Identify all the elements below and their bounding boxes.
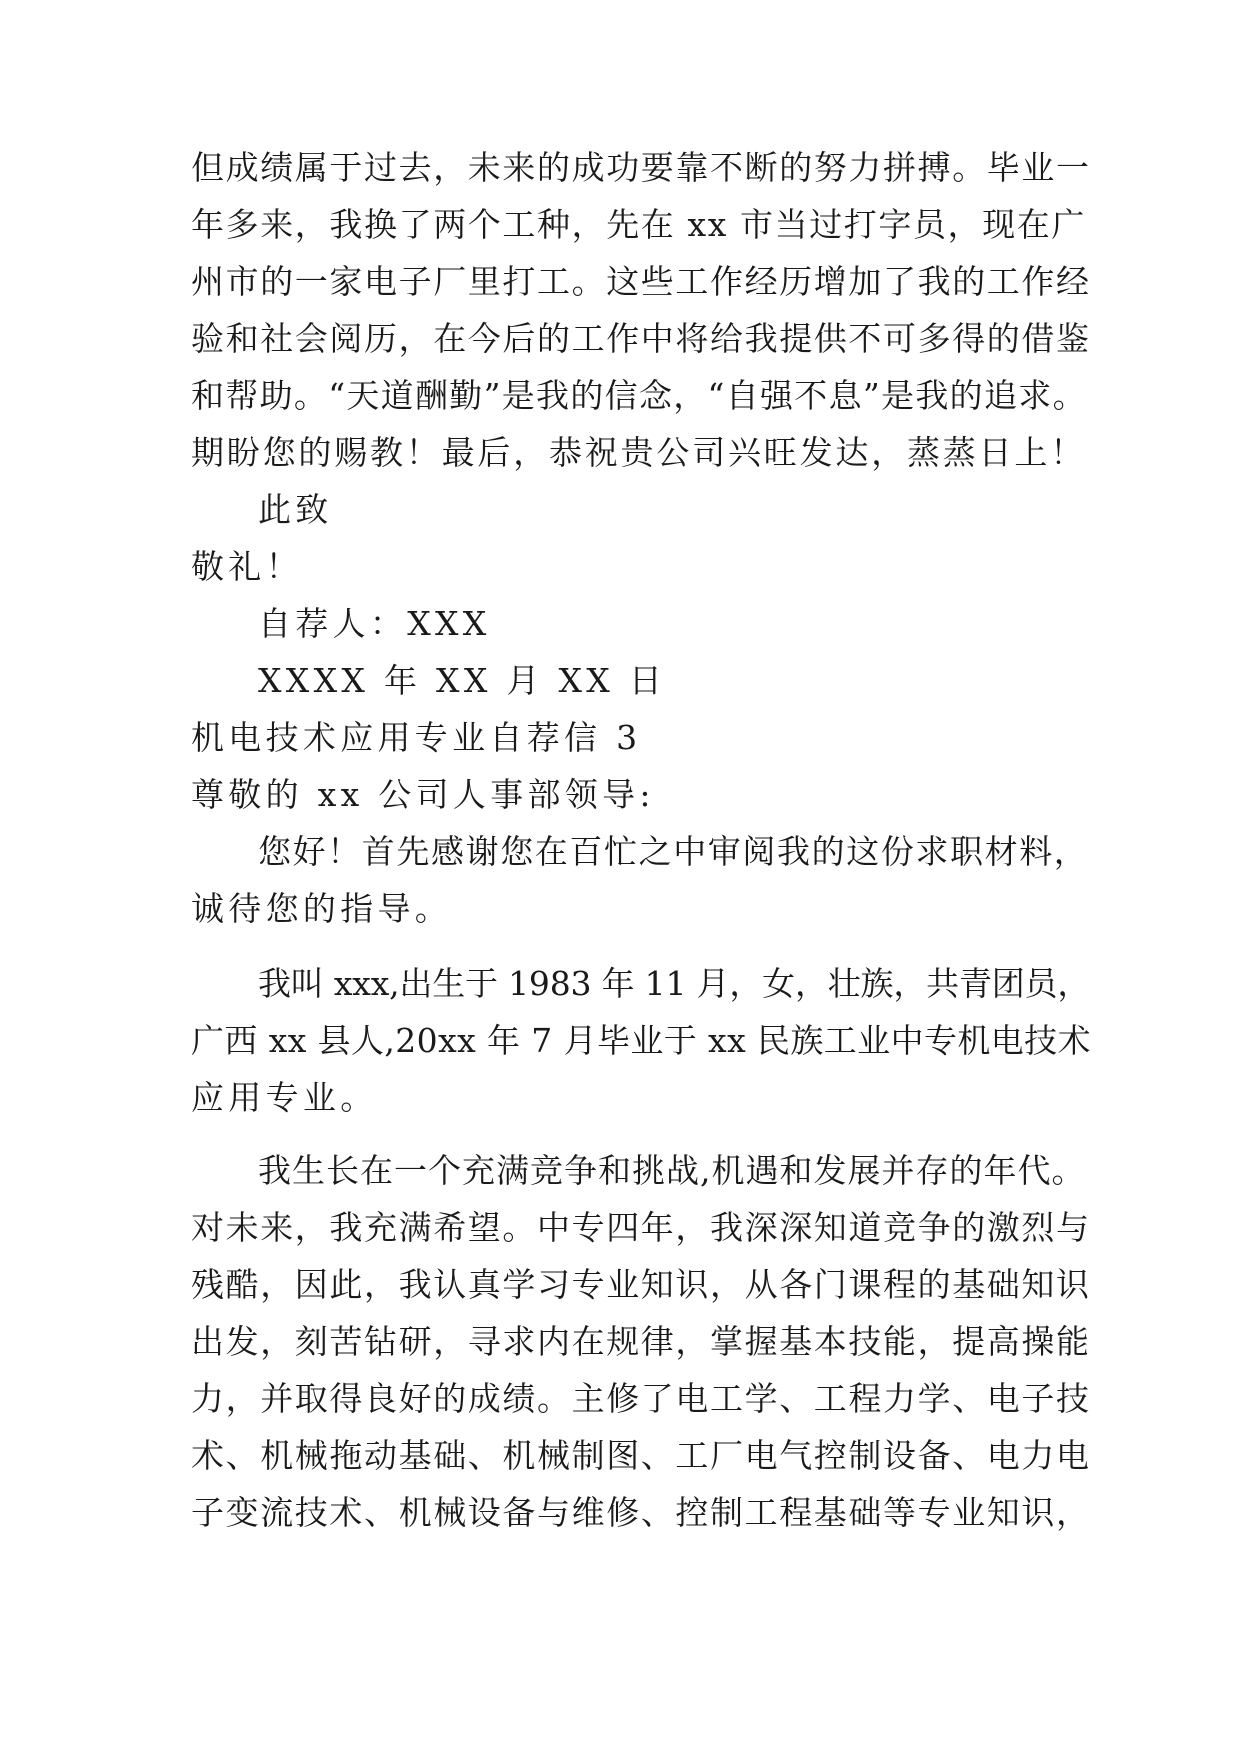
body-line: 对未来，我充满希望。中专四年，我深深知道竞争的激烈与 <box>191 1208 1091 1247</box>
paragraph-line: 期盼您的赐教！最后，恭祝贵公司兴旺发达，蒸蒸日上！ <box>191 433 1086 472</box>
paragraph-line: 和帮助。“天道酬勤”是我的信念，“自强不息”是我的追求。 <box>191 376 1087 415</box>
body-line: 术、机械拖动基础、机械制图、工厂电气控制设备、电力电 <box>191 1436 1091 1475</box>
date-line: XXXX 年 XX 月 XX 日 <box>258 661 667 700</box>
letter-title: 机电技术应用专业自荐信 3 <box>191 718 642 757</box>
body-line: 力，并取得良好的成绩。主修了电工学、工程力学、电子技 <box>191 1379 1091 1418</box>
body-line: 残酷，因此，我认真学习专业知识，从各门课程的基础知识 <box>191 1265 1091 1304</box>
intro-line: 应用专业。 <box>191 1078 378 1117</box>
body-line: 我生长在一个充满竞争和挑战,机遇和发展并存的年代。 <box>258 1151 1086 1190</box>
greeting-line: 您好！首先感谢您在百忙之中审阅我的这份求职材料， <box>258 832 1089 871</box>
intro-line: 广西 xx 县人,20xx 年 7 月毕业于 xx 民族工业中专机电技术 <box>191 1021 1091 1060</box>
paragraph-line: 州市的一家电子厂里打工。这些工作经历增加了我的工作经 <box>191 262 1091 301</box>
body-line: 出发，刻苦钻研，寻求内在规律，掌握基本技能，提高操能 <box>191 1322 1091 1361</box>
greeting-line: 诚待您的指导。 <box>191 889 453 928</box>
salutation: 尊敬的 xx 公司人事部领导: <box>191 775 655 814</box>
body-line: 子变流技术、机械设备与维修、控制工程基础等专业知识， <box>191 1493 1091 1532</box>
closing-jing-li: 敬礼！ <box>191 547 303 586</box>
paragraph-line: 但成绩属于过去，未来的成功要靠不断的努力拼搏。毕业一 <box>191 148 1091 187</box>
signer-line: 自荐人：XXX <box>258 604 491 643</box>
paragraph-line: 验和社会阅历，在今后的工作中将给我提供不可多得的借鉴 <box>191 319 1091 358</box>
paragraph-line: 年多来，我换了两个工种，先在 xx 市当过打字员，现在广 <box>191 205 1087 244</box>
intro-line: 我叫 xxx,出生于 1983 年 11 月，女，壮族，共青团员， <box>258 964 1091 1003</box>
closing-ci-zhi: 此致 <box>258 490 333 529</box>
